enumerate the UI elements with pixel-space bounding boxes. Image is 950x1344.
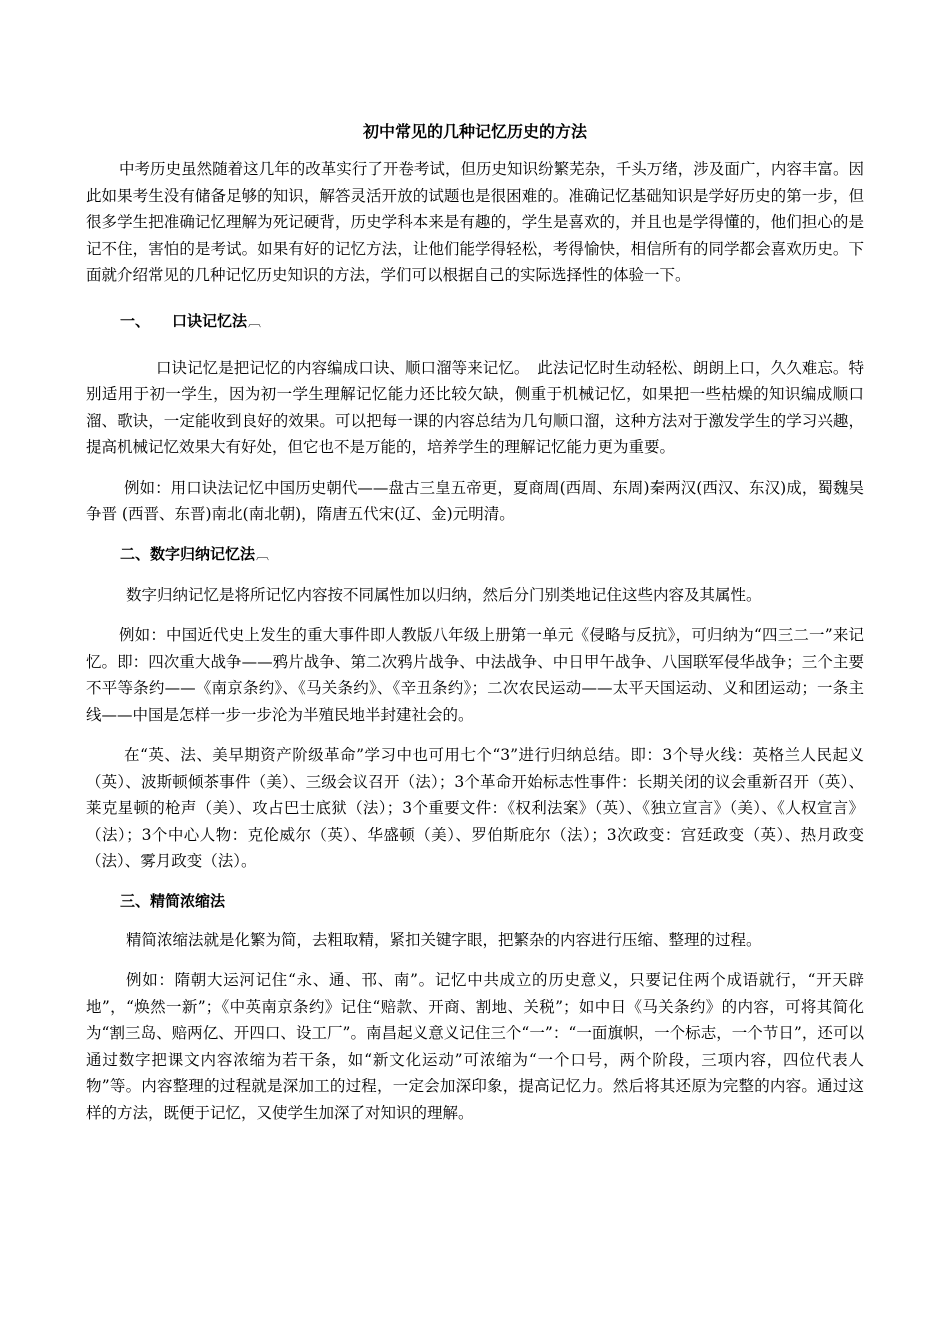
section-paragraph: 在“英、法、美早期资产阶级革命”学习中也可用七个“3”进行归纳总结。即：3个导火线：英格兰人民起义（英）、波斯顿倾茶事件（美）、三级会议召开（法）；3个革命开始标志性事件：长期关闭的议会重新召开（英）、莱克星顿的枪声（美）、攻占巴士底狱（法）；3个重要文件：《权利法案》（英）、《独立宣言》（美）、《人权宣言》（法）；3个中心人物：克伦威尔（英）、华盛顿（美）、罗伯斯庇尔（法）；3次政变：宫廷政变（英）、热月政变（法）、雾月政变（法）。 [86,746,864,870]
section-paragraph: 例如：用口诀法记忆中国历史朝代——盘古三皇五帝更，夏商周(西周、东周)秦两汉(西汉、东汉)成，蜀魏吴争晋 (西晋、东晋)南北(南北朝)，隋唐五代宋(辽、金)元明清。 [86,478,864,523]
section-number: 二、 [120,544,151,563]
section-heading [86,309,864,335]
section-paragraph: 精简浓缩法就是化繁为简，去粗取精，紧扣关键字眼，把繁杂的内容进行压缩、整理的过程。 [126,930,762,949]
section-heading [86,889,864,913]
section-title: 数字归纳记忆法 [150,544,256,563]
section-mark: ︹ [248,314,262,330]
section-title: 精简浓缩法 [150,891,226,910]
section-mark: ︹ [256,547,270,563]
section-paragraph: 例如：中国近代史上发生的重大事件即人教版八年级上册第一单元《侵略与反抗》，可归纳为“四三二一”来记忆。即：四次重大战争——鸦片战争、第二次鸦片战争、中法战争、中日甲午战争、八国联军侵华战争；三个主要不平等条约——《南京条约》、《马关条约》、《辛丑条约》；二次农民运动——太平天国运动、义和团运动；一条主线——中国是怎样一步一步沦为半殖民地半封建社会的。 [86,626,864,724]
section-paragraph: 口诀记忆是把记忆的内容编成口诀、顺口溜等来记忆。 此法记忆时生动轻松、朗朗上口，久久难忘。特别适用于初一学生，因为初一学生理解记忆能力还比较欠缺，侧重于机械记忆，如果把一些枯燥的知识编成顺口溜、歌诀，一定能收到良好的效果。可以把每一课的内容总结为几句顺口溜，这种方法对于激发学生的学习兴趣，提高机械记忆效果大有好处，但它也不是万能的，培养学生的理解记忆能力更为重要。 [86,358,864,456]
section-number: 三、 [120,891,151,910]
section-paragraph: 例如：隋朝大运河记住“永、通、邗、南”。记忆中共成立的历史意义，只要记住两个成语就行，“开天辟地”，“焕然一新”；《中英南京条约》记住“赔款、开商、割地、关税”；如中日《马关条约》的内容，可将其简化为“割三岛、赔两亿、开四口、设工厂”。南昌起义意义记住三个“一”：“一面旗帜，一个标志，一个节日”，还可以通过数字把课文内容浓缩为若干条，如“新文化运动”可浓缩为“一个口号，两个阶段，三项内容，四位代表人物”等。内容整理的过程就是深加工的过程，一定会加深印象，提高记忆力。然后将其还原为完整的内容。通过这样的方法，既便于记忆，又使学生加深了对知识的理解。 [86,971,864,1122]
section-heading [86,542,864,568]
intro-paragraph: 中考历史虽然随着这几年的改革实行了开卷考试，但历史知识纷繁芜杂，千头万绪，涉及面广，内容丰富。因此如果考生没有储备足够的知识，解答灵活开放的试题也是很困难的。准确记忆基础知识是学好历史的第一步，但很多学生把准确记忆理解为死记硬背，历史学科本来是有趣的，学生是喜欢的，并且也是学得懂的，他们担心的是记不住，害怕的是考试。如果有好的记忆方法，让他们能学得轻松，考得愉快，相信所有的同学都会喜欢历史。下面就介绍常见的几种记忆历史知识的方法，学们可以根据自己的实际选择性的体验一下。 [86,160,864,284]
section-number: 一、 [120,311,151,330]
section-title: 口诀记忆法 [172,311,248,330]
section-paragraph: 数字归纳记忆是将所记忆内容按不同属性加以归纳，然后分门别类地记住这些内容及其属性。 [126,585,762,604]
document-title: 初中常见的几种记忆历史的方法 [362,122,587,141]
document-page [86,120,864,1126]
